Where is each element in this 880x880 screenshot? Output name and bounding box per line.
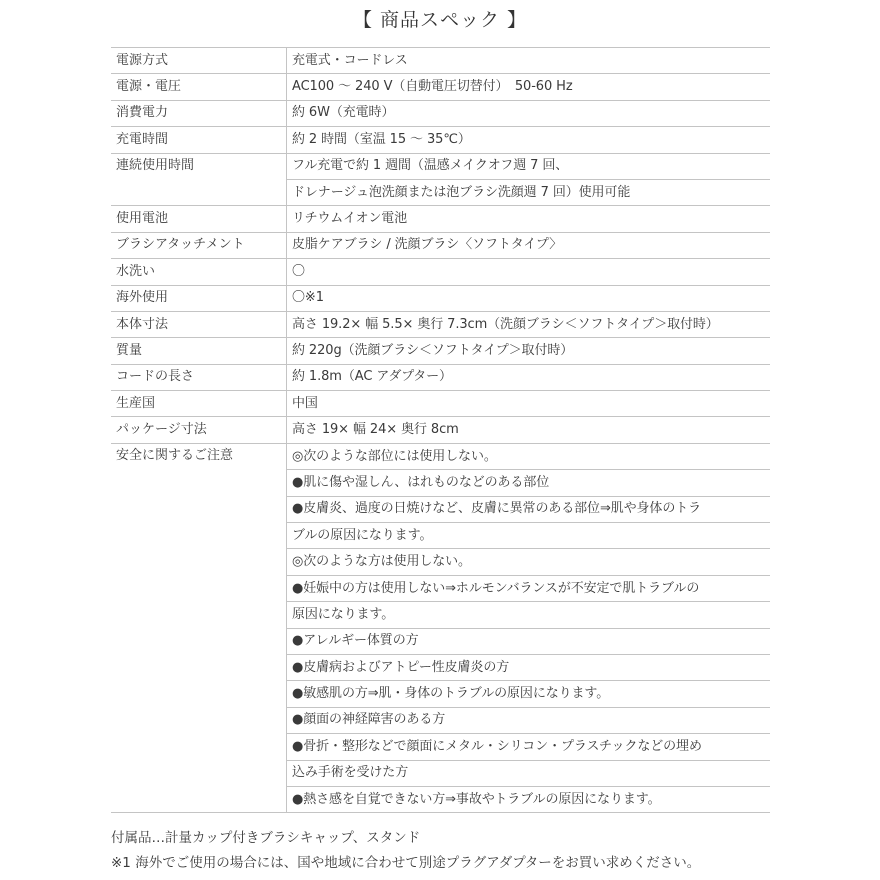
spec-value: ●妊娠中の方は使用しない⇒ホルモンバランスが不安定で肌トラブルの [287, 575, 771, 601]
spec-row [111, 259, 770, 285]
spec-row [111, 311, 770, 337]
spec-row [111, 127, 770, 153]
spec-value: 中国 [287, 391, 771, 417]
overseas-use-note: ※1 海外でご使用の場合には、国や地域に合わせて別途プラグアダプターをお買い求めください。 [111, 855, 701, 871]
spec-row [111, 74, 770, 100]
spec-value: ●皮膚病およびアトピー性皮膚炎の方 [287, 654, 771, 680]
spec-row [111, 364, 770, 390]
spec-label: 安全に関するご注意 [111, 443, 287, 812]
spec-value: 皮脂ケアブラシ / 洗顔ブラシ〈ソフトタイプ〉 [287, 232, 771, 258]
spec-value: 原因になります。 [287, 602, 771, 628]
spec-value: 高さ 19× 幅 24× 奥行 8cm [287, 417, 771, 443]
spec-row [111, 417, 770, 443]
spec-row [111, 100, 770, 126]
spec-row [111, 48, 770, 74]
accessories-note: 付属品…計量カップ付きブラシキャップ、スタンド [111, 830, 421, 846]
spec-value: 込み手術を受けた方 [287, 760, 771, 786]
page-title: 【 商品スペック 】 [352, 9, 528, 31]
spec-value: ●骨折・整形などで顔面にメタル・シリコン・プラスチックなどの埋め [287, 734, 771, 760]
spec-value: 約 220g（洗顔ブラシ＜ソフトタイプ＞取付時） [287, 338, 771, 364]
spec-value: ◎次のような方は使用しない。 [287, 549, 771, 575]
spec-label: 本体寸法 [111, 311, 287, 337]
spec-label: 生産国 [111, 391, 287, 417]
spec-value: 高さ 19.2× 幅 5.5× 奥行 7.3cm（洗顔ブラシ＜ソフトタイプ＞取付時） [287, 311, 771, 337]
spec-value: ●敏感肌の方⇒肌・身体のトラブルの原因になります。 [287, 681, 771, 707]
spec-label: 電源・電圧 [111, 74, 287, 100]
spec-label: 消費電力 [111, 100, 287, 126]
spec-row [111, 338, 770, 364]
spec-value: ◎次のような部位には使用しない。 [287, 443, 771, 469]
spec-value: ブルの原因になります。 [287, 523, 771, 549]
spec-label: 海外使用 [111, 285, 287, 311]
spec-label: 連続使用時間 [111, 153, 287, 206]
spec-value: 充電式・コードレス [287, 48, 771, 74]
spec-value: 〇 [287, 259, 771, 285]
spec-value: 〇※1 [287, 285, 771, 311]
spec-table-body [111, 48, 770, 813]
spec-row [111, 206, 770, 232]
spec-row [111, 153, 770, 179]
spec-value: 約 1.8m（AC アダプター） [287, 364, 771, 390]
spec-value: ●顔面の神経障害のある方 [287, 707, 771, 733]
spec-row [111, 285, 770, 311]
spec-value: ●肌に傷や湿しん、はれものなどのある部位 [287, 470, 771, 496]
spec-value: 約 2 時間（室温 15 〜 35℃） [287, 127, 771, 153]
spec-label: コードの長さ [111, 364, 287, 390]
spec-value: ●熱さ感を自覚できない方⇒事故やトラブルの原因になります。 [287, 786, 771, 812]
spec-value: AC100 〜 240 V（自動電圧切替付） 50-60 Hz [287, 74, 771, 100]
spec-label: 電源方式 [111, 48, 287, 74]
spec-label: ブラシアタッチメント [111, 232, 287, 258]
spec-label: 使用電池 [111, 206, 287, 232]
spec-label: 水洗い [111, 259, 287, 285]
spec-table [111, 47, 770, 813]
spec-label: パッケージ寸法 [111, 417, 287, 443]
spec-label: 質量 [111, 338, 287, 364]
spec-row [111, 232, 770, 258]
spec-value: ●皮膚炎、過度の日焼けなど、皮膚に異常のある部位⇒肌や身体のトラ [287, 496, 771, 522]
spec-row [111, 443, 770, 469]
spec-value: ●アレルギー体質の方 [287, 628, 771, 654]
spec-value: リチウムイオン電池 [287, 206, 771, 232]
spec-value: フル充電で約 1 週間（温感メイクオフ週 7 回、 [287, 153, 771, 179]
spec-value: ドレナージュ泡洗顔または泡ブラシ洗顔週 7 回）使用可能 [287, 179, 771, 205]
spec-value: 約 6W（充電時） [287, 100, 771, 126]
spec-label: 充電時間 [111, 127, 287, 153]
spec-row [111, 391, 770, 417]
